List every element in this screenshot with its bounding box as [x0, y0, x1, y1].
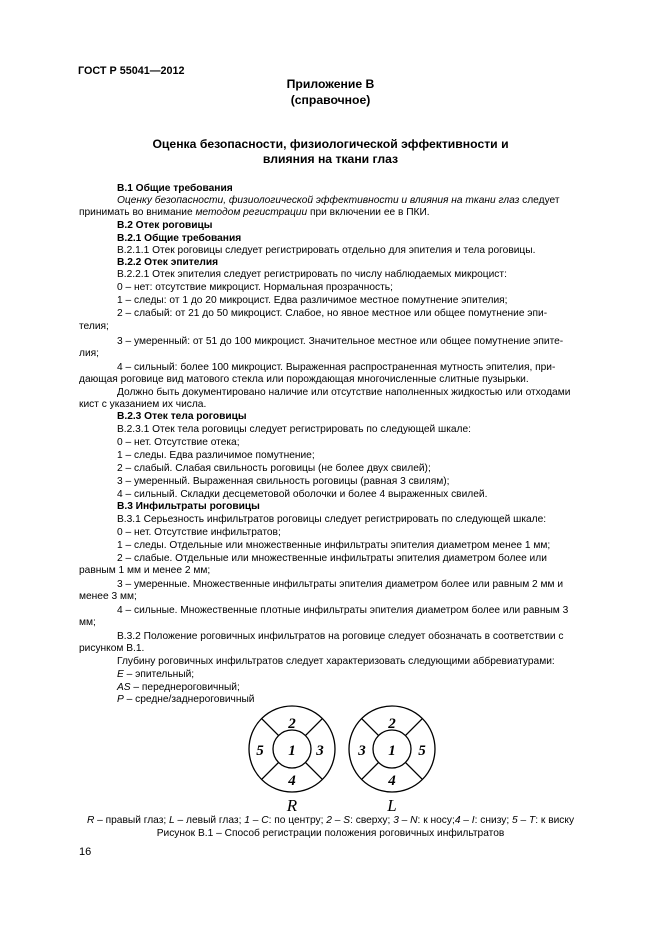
epithelium-grade-4-line-2: дающая роговице вид матового стекла или порождающая многочисленные слитные пузырьки.	[79, 374, 529, 385]
abbr-e	[117, 669, 194, 681]
section-b2-title: В.2 Отек роговицы	[117, 220, 213, 231]
epithelium-grade-0: 0 – нет: отсутствие микроцист. Нормальная прозрачность;	[117, 282, 393, 293]
appendix-title: Приложение В	[286, 77, 375, 91]
section-b1-title: В.1 Общие требования	[117, 183, 233, 194]
legend-key: 3 – N	[393, 815, 418, 826]
left-eye-zone-left: 3	[358, 743, 366, 759]
infiltrate-grade-0: 0 – нет. Отсутствие инфильтратов;	[117, 527, 281, 538]
right-eye-label: R	[286, 796, 298, 815]
legend-text: – правый глаз;	[94, 815, 170, 826]
section-b31-text: В.3.1 Серьезность инфильтратов роговицы следует регистрировать по следующей шкале:	[117, 514, 547, 525]
section-b1-paragraph-line-1	[117, 195, 560, 207]
legend-key: R	[86, 815, 95, 826]
section-b3-title: В.3 Инфильтраты роговицы	[117, 501, 260, 512]
b1-line2-italic: методом регистрации	[195, 207, 308, 218]
left-eye-zone-center: 1	[388, 743, 396, 759]
infiltrate-grade-3-line-1: 3 – умеренные. Множественные инфильтраты эпителия диаметром более или равным 2 мм и	[117, 579, 564, 590]
left-eye-label: L	[387, 796, 397, 815]
legend-key: L	[169, 815, 175, 826]
appendix-subtitle: (справочное)	[290, 93, 371, 107]
abbr-e-text: – эпительный;	[123, 669, 195, 680]
legend-text: : к носу;	[417, 815, 455, 826]
epithelium-grade-3-line-2: лия;	[79, 348, 99, 359]
figure-caption: Рисунок В.1 – Способ регистрации положения роговичных инфильтратов	[156, 828, 505, 839]
standard-header: ГОСТ Р 55041—2012	[78, 65, 185, 77]
section-b21-title: В.2.1 Общие требования	[117, 233, 242, 244]
infiltrate-grade-3-line-2: менее 3 мм;	[79, 591, 137, 602]
left-eye-diagram	[349, 706, 435, 815]
left-eye-zone-right: 5	[418, 743, 426, 759]
legend-key: 2 – S	[326, 815, 351, 826]
b1-line2-a: принимать во внимание	[79, 207, 196, 218]
abbr-as	[117, 682, 240, 694]
b1-italic-phrase: Оценку безопасности, физиологической эффективности и влияния на ткани глаз	[117, 195, 520, 206]
stroma-grade-1: 1 – следы. Едва различимое помутнение;	[117, 450, 315, 461]
heading-line-2: влияния на ткани глаз	[262, 152, 399, 166]
epithelium-grade-1: 1 – следы: от 1 до 20 микроцист. Едва различимое местное помутнение эпителия;	[117, 295, 508, 306]
abbr-as-code: AS	[117, 682, 131, 693]
section-b23-title: В.2.3 Отек тела роговицы	[117, 411, 247, 422]
infiltrate-grade-4-line-1: 4 – сильные. Множественные плотные инфильтраты эпителия диаметром более или равным 3	[117, 605, 569, 616]
section-b231-text: В.2.3.1 Отек тела роговицы следует регистрировать по следующей шкале:	[117, 424, 471, 435]
right-eye-zone-right: 3	[316, 743, 324, 759]
cyst-note-line-2: кист с указанием их числа.	[79, 399, 207, 410]
infiltrate-grade-2-line-2: равным 1 мм и менее 2 мм;	[79, 565, 211, 576]
legend-text: : к виску	[535, 815, 575, 826]
legend-key: 5 – T	[512, 815, 536, 826]
b1-line2-b: при включении ее в ПКИ.	[307, 207, 430, 218]
stroma-grade-0: 0 – нет. Отсутствие отека;	[117, 437, 240, 448]
epithelium-grade-3-line-1: 3 – умеренный: от 51 до 100 микроцист. Значительное местное или общее помутнение эпите-	[117, 336, 564, 347]
infiltrate-grade-4-line-2: мм;	[79, 617, 96, 628]
page-number: 16	[79, 846, 92, 858]
left-eye-zone-bottom: 4	[388, 773, 396, 789]
abbr-e-code: E	[117, 669, 124, 680]
section-b1-paragraph-line-2	[79, 207, 430, 219]
right-eye-zone-top: 2	[288, 716, 296, 732]
legend-text: : по центру;	[268, 815, 327, 826]
legend-key: 4 – I	[454, 815, 475, 826]
right-eye-zone-bottom: 4	[288, 773, 296, 789]
stroma-grade-2: 2 – слабый. Слабая свильность роговицы (не более двух свилей);	[117, 463, 431, 474]
abbr-p-code: P	[117, 694, 124, 705]
legend-text: : снизу;	[474, 815, 513, 826]
abbr-as-text: – переднероговичный;	[130, 682, 240, 693]
legend-text: – левый глаз;	[174, 815, 245, 826]
figure-b1-diagram	[0, 700, 661, 830]
stroma-grade-3: 3 – умеренный. Выраженная свильность роговицы (равная 3 свилям);	[117, 476, 450, 487]
legend-text: : сверху;	[350, 815, 394, 826]
section-b221-text: В.2.2.1 Отек эпителия следует регистрировать по числу наблюдаемых микроцист:	[117, 269, 507, 280]
stroma-grade-4: 4 – сильный. Складки десцеметовой оболочки и более 4 выраженных свилей.	[117, 489, 488, 500]
b1-rest: следует	[519, 195, 560, 206]
depth-intro: Глубину роговичных инфильтратов следует характеризовать следующими аббревиатурами:	[117, 656, 555, 667]
section-b32-line-2: рисунком В.1.	[79, 643, 145, 654]
epithelium-grade-2-line-1: 2 – слабый: от 21 до 50 микроцист. Слабое, но явное местное или общее помутнение эпи-	[117, 308, 548, 319]
epithelium-grade-2-line-2: телия;	[79, 321, 109, 332]
infiltrate-grade-1: 1 – следы. Отдельные или множественные инфильтраты эпителия диаметром менее 1 мм;	[117, 540, 551, 551]
epithelium-grade-4-line-1: 4 – сильный: более 100 микроцист. Выраженная распространенная мутность эпителия, при-	[117, 362, 556, 373]
figure-legend	[0, 815, 661, 827]
section-b211-text: В.2.1.1 Отек роговицы следует регистрировать отдельно для эпителия и тела роговицы.	[117, 245, 536, 256]
cyst-note-line-1: Должно быть документировано наличие или отсутствие наполненных жидкостью или отходами	[117, 387, 571, 398]
left-eye-zone-top: 2	[388, 716, 396, 732]
right-eye-diagram	[249, 706, 335, 815]
section-b32-line-1: В.3.2 Положение роговичных инфильтратов на роговице следует обозначать в соответствии с	[117, 631, 564, 642]
infiltrate-grade-2-line-1: 2 – слабые. Отдельные или множественные инфильтраты эпителия диаметром более или	[117, 553, 547, 564]
section-b22-title: В.2.2 Отек эпителия	[117, 257, 219, 268]
legend-key: 1 – C	[244, 815, 269, 826]
heading-line-1: Оценка безопасности, физиологической эффективности и	[152, 137, 509, 151]
abbr-p-text: – средне/заднероговичный	[123, 694, 255, 705]
right-eye-zone-left: 5	[256, 743, 264, 759]
right-eye-zone-center: 1	[288, 743, 296, 759]
